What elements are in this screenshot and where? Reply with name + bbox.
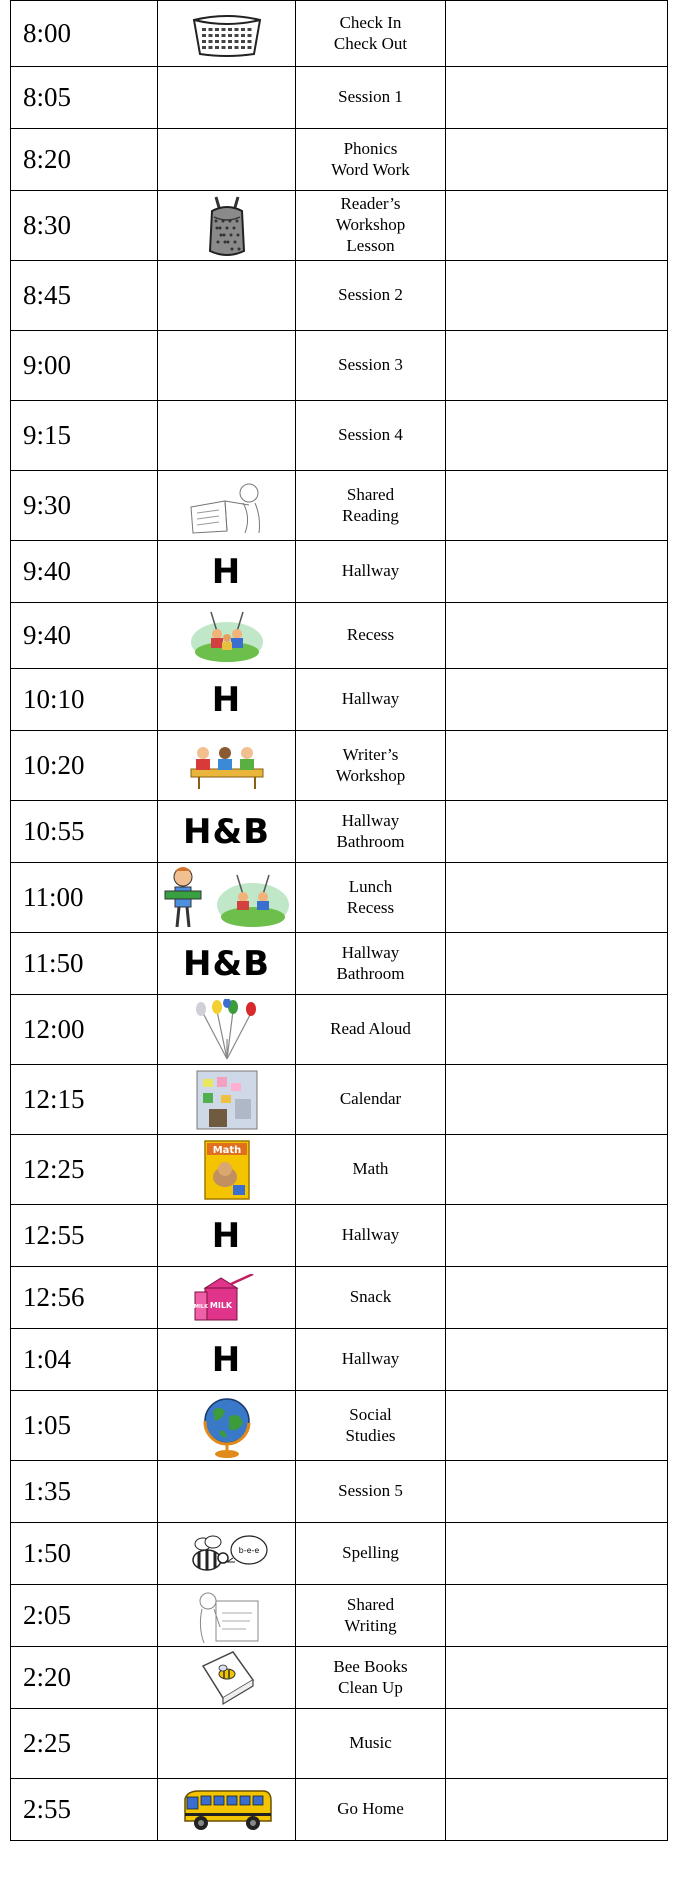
activity-label: Bee Books xyxy=(333,1656,408,1676)
hallway-h-icon: H xyxy=(211,679,242,720)
time-cell: 2:20 xyxy=(11,1647,158,1709)
notes-cell xyxy=(446,1065,668,1135)
schedule-row xyxy=(11,1585,668,1647)
time-cell: 2:05 xyxy=(11,1585,158,1647)
activity-cell xyxy=(296,1647,446,1709)
schedule-row xyxy=(11,669,668,731)
schedule-table xyxy=(10,0,668,1841)
hallway-bathroom-icon: H&B xyxy=(182,943,271,984)
icon-cell xyxy=(158,995,296,1065)
schedule-row xyxy=(11,801,668,863)
hallway-h-icon: H xyxy=(211,1215,242,1256)
schedule-row xyxy=(11,261,668,331)
hallway-bathroom-icon: H&B xyxy=(182,811,271,852)
icon-cell xyxy=(158,1461,296,1523)
icon-cell xyxy=(158,1647,296,1709)
activity-label: Hallway xyxy=(341,1349,400,1369)
time-cell: 8:05 xyxy=(11,67,158,129)
notes-cell xyxy=(446,863,668,933)
time-cell: 1:35 xyxy=(11,1461,158,1523)
schedule-row xyxy=(11,401,668,471)
icon-cell xyxy=(158,331,296,401)
time-cell: 1:05 xyxy=(11,1391,158,1461)
notes-cell xyxy=(446,1205,668,1267)
svg-text:b-e-e: b-e-e xyxy=(238,1545,259,1555)
notes-cell xyxy=(446,331,668,401)
notes-cell xyxy=(446,471,668,541)
notes-cell xyxy=(446,1267,668,1329)
icon-cell xyxy=(158,261,296,331)
time-cell: 9:40 xyxy=(11,541,158,603)
schedule-row xyxy=(11,1,668,67)
kids-writing-icon xyxy=(185,756,269,773)
time-cell: 10:10 xyxy=(11,669,158,731)
notes-cell xyxy=(446,1329,668,1391)
globe-icon xyxy=(197,1416,257,1433)
time-cell: 9:00 xyxy=(11,331,158,401)
school-bus-icon xyxy=(179,1800,275,1817)
time-cell: 11:00 xyxy=(11,863,158,933)
notes-cell xyxy=(446,1135,668,1205)
time-cell: 11:50 xyxy=(11,933,158,995)
schedule-row xyxy=(11,1329,668,1391)
activity-label: Phonics xyxy=(343,138,398,158)
activity-label: Lunch xyxy=(348,876,393,896)
icon-cell xyxy=(158,1709,296,1779)
calendar-board-icon xyxy=(195,1090,259,1107)
balloons-icon xyxy=(187,1020,267,1037)
activity-cell xyxy=(296,933,446,995)
activity-cell xyxy=(296,1523,446,1585)
shared-reading-icon xyxy=(185,496,269,513)
time-cell: 8:30 xyxy=(11,191,158,261)
schedule-row xyxy=(11,67,668,129)
activity-cell xyxy=(296,801,446,863)
activity-cell xyxy=(296,1461,446,1523)
schedule-row xyxy=(11,1065,668,1135)
activity-label: Social xyxy=(349,1404,392,1424)
time-cell: 8:45 xyxy=(11,261,158,331)
activity-cell xyxy=(296,603,446,669)
activity-label: Reading xyxy=(342,505,399,525)
schedule-row xyxy=(11,1523,668,1585)
activity-label: Recess xyxy=(346,625,395,645)
activity-label: Shared xyxy=(346,484,395,504)
schedule-row xyxy=(11,331,668,401)
activity-cell xyxy=(296,1,446,67)
svg-text:MILK: MILK xyxy=(209,1300,232,1310)
icon-cell xyxy=(158,191,296,261)
notes-cell xyxy=(446,1709,668,1779)
svg-text:Math: Math xyxy=(212,1144,241,1156)
activity-cell xyxy=(296,669,446,731)
icon-cell xyxy=(158,471,296,541)
activity-cell xyxy=(296,129,446,191)
activity-label: Workshop xyxy=(335,215,406,235)
notes-cell xyxy=(446,933,668,995)
icon-cell xyxy=(158,731,296,801)
schedule-row xyxy=(11,471,668,541)
activity-label: Clean Up xyxy=(338,1677,403,1697)
icon-cell xyxy=(158,933,296,995)
schedule-row xyxy=(11,191,668,261)
activity-cell xyxy=(296,1779,446,1841)
activity-cell xyxy=(296,191,446,261)
notes-cell xyxy=(446,1647,668,1709)
schedule-row xyxy=(11,1461,668,1523)
time-cell: 12:55 xyxy=(11,1205,158,1267)
schedule-row xyxy=(11,541,668,603)
icon-cell xyxy=(158,1523,296,1585)
activity-label: Recess xyxy=(346,897,395,917)
activity-label: Session 1 xyxy=(338,87,403,107)
time-cell: 1:50 xyxy=(11,1523,158,1585)
notes-cell xyxy=(446,191,668,261)
icon-cell xyxy=(158,541,296,603)
schedule-row xyxy=(11,129,668,191)
time-cell: 2:25 xyxy=(11,1709,158,1779)
activity-label: Check Out xyxy=(333,33,408,53)
icon-cell xyxy=(158,67,296,129)
milk-carton-icon xyxy=(191,1288,263,1310)
activity-label: Shared xyxy=(346,1594,395,1614)
activity-cell xyxy=(296,401,446,471)
notes-cell xyxy=(446,1523,668,1585)
notes-cell xyxy=(446,541,668,603)
activity-label: Session 4 xyxy=(338,425,403,445)
notes-cell xyxy=(446,1585,668,1647)
time-cell: 8:00 xyxy=(11,1,158,67)
schedule-row xyxy=(11,731,668,801)
icon-cell xyxy=(158,1391,296,1461)
time-cell: 9:30 xyxy=(11,471,158,541)
icon-cell xyxy=(158,1205,296,1267)
activity-label: Session 2 xyxy=(338,285,403,305)
activity-label: Workshop xyxy=(335,765,406,785)
time-cell: 12:56 xyxy=(11,1267,158,1329)
shared-writing-icon xyxy=(192,1606,262,1623)
bee-book-icon xyxy=(197,1668,257,1685)
backpack-icon xyxy=(204,216,250,233)
activity-label: Studies xyxy=(345,1425,396,1445)
activity-label: Snack xyxy=(349,1287,392,1307)
activity-cell xyxy=(296,261,446,331)
time-cell: 8:20 xyxy=(11,129,158,191)
time-cell: 12:00 xyxy=(11,995,158,1065)
schedule-row xyxy=(11,863,668,933)
activity-label: Bathroom xyxy=(336,831,405,851)
activity-label: Music xyxy=(349,1733,392,1753)
activity-cell xyxy=(296,1135,446,1205)
icon-cell xyxy=(158,863,296,933)
notes-cell xyxy=(446,603,668,669)
notes-cell xyxy=(446,995,668,1065)
activity-cell xyxy=(296,541,446,603)
icon-cell xyxy=(158,1135,296,1205)
schedule-row xyxy=(11,1779,668,1841)
activity-label: Go Home xyxy=(337,1799,404,1819)
bee-icon xyxy=(183,1544,271,1561)
activity-label: Check In xyxy=(339,12,402,32)
activity-cell xyxy=(296,731,446,801)
swing-icon xyxy=(187,626,267,643)
lunch-recess-icon xyxy=(163,888,291,905)
activity-label: Hallway xyxy=(341,810,400,830)
activity-label: Reader’s xyxy=(340,194,401,214)
notes-cell xyxy=(446,401,668,471)
activity-cell xyxy=(296,1267,446,1329)
activity-label: Session 3 xyxy=(338,355,403,375)
icon-cell xyxy=(158,129,296,191)
activity-label: Math xyxy=(352,1159,389,1179)
activity-label: Hallway xyxy=(341,689,400,709)
activity-label: Word Work xyxy=(331,159,410,179)
notes-cell xyxy=(446,1461,668,1523)
time-cell: 9:40 xyxy=(11,603,158,669)
schedule-row xyxy=(11,1391,668,1461)
time-cell: 12:25 xyxy=(11,1135,158,1205)
schedule-row xyxy=(11,603,668,669)
activity-cell xyxy=(296,1709,446,1779)
icon-cell xyxy=(158,1329,296,1391)
hallway-h-icon: H xyxy=(211,1339,242,1380)
laundry-basket-icon xyxy=(188,24,266,41)
activity-label: Writing xyxy=(344,1615,397,1635)
hallway-h-icon: H xyxy=(211,551,242,592)
time-cell: 1:04 xyxy=(11,1329,158,1391)
icon-cell xyxy=(158,401,296,471)
icon-cell xyxy=(158,669,296,731)
activity-label: Hallway xyxy=(341,942,400,962)
time-cell: 12:15 xyxy=(11,1065,158,1135)
icon-cell xyxy=(158,1065,296,1135)
schedule-row xyxy=(11,1205,668,1267)
notes-cell xyxy=(446,1,668,67)
activity-label: Writer’s xyxy=(342,744,399,764)
activity-cell xyxy=(296,67,446,129)
notes-cell xyxy=(446,67,668,129)
schedule-row xyxy=(11,1267,668,1329)
svg-text:MILK: MILK xyxy=(193,1303,208,1310)
activity-cell xyxy=(296,1391,446,1461)
notes-cell xyxy=(446,731,668,801)
icon-cell xyxy=(158,801,296,863)
activity-cell xyxy=(296,863,446,933)
activity-cell xyxy=(296,1065,446,1135)
notes-cell xyxy=(446,129,668,191)
schedule-row xyxy=(11,1135,668,1205)
notes-cell xyxy=(446,669,668,731)
activity-cell xyxy=(296,331,446,401)
activity-label: Bathroom xyxy=(336,963,405,983)
activity-label: Calendar xyxy=(339,1089,402,1109)
time-cell: 9:15 xyxy=(11,401,158,471)
activity-label: Read Aloud xyxy=(330,1019,411,1039)
notes-cell xyxy=(446,1391,668,1461)
math-book-icon xyxy=(203,1144,251,1177)
activity-cell xyxy=(296,995,446,1065)
schedule-row xyxy=(11,1647,668,1709)
icon-cell xyxy=(158,1,296,67)
icon-cell xyxy=(158,1585,296,1647)
activity-cell xyxy=(296,1329,446,1391)
schedule-row xyxy=(11,1709,668,1779)
time-cell: 10:55 xyxy=(11,801,158,863)
time-cell: 10:20 xyxy=(11,731,158,801)
schedule-row xyxy=(11,933,668,995)
icon-cell xyxy=(158,1779,296,1841)
icon-cell xyxy=(158,1267,296,1329)
activity-cell xyxy=(296,1585,446,1647)
notes-cell xyxy=(446,261,668,331)
icon-cell xyxy=(158,603,296,669)
activity-label: Hallway xyxy=(341,561,400,581)
activity-label: Session 5 xyxy=(338,1481,403,1501)
time-cell: 2:55 xyxy=(11,1779,158,1841)
schedule-body xyxy=(11,1,668,1841)
activity-cell xyxy=(296,471,446,541)
activity-label: Spelling xyxy=(342,1543,399,1563)
notes-cell xyxy=(446,801,668,863)
schedule-row xyxy=(11,995,668,1065)
notes-cell xyxy=(446,1779,668,1841)
activity-cell xyxy=(296,1205,446,1267)
activity-label: Lesson xyxy=(346,235,395,255)
activity-label: Hallway xyxy=(341,1225,400,1245)
